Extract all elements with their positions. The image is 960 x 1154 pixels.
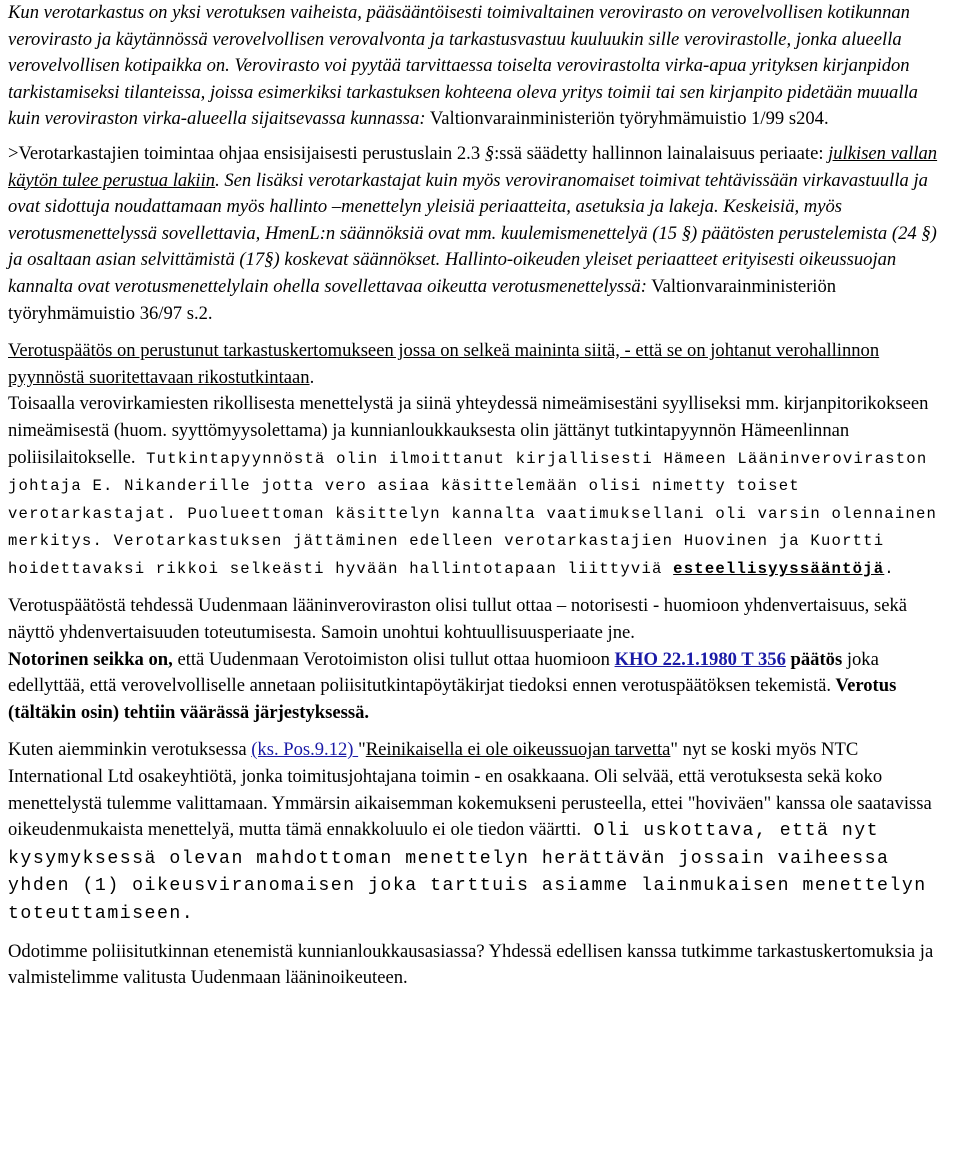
principles-quote: julkisen vallan käytön tulee perustua lakiin [8,142,938,191]
notorious-conclusion: Verotus (tältäkin osin) tehtiin väärässä järjestyksessä. [8,675,897,723]
section-sign: § [681,222,691,244]
section-sign: § [264,249,274,271]
paragraph-waiting [8,939,954,992]
paragraph-decision [8,338,954,582]
notorious-intro: Verotuspäätöstä tehdessä Uudenmaan lääninveroviraston olisi tullut ottaa – notorisesti - huomioon yhdenvertaisuus, sekä näyttö yhdenvertaisuuden toteutumisesta. Samoin unohtui kohtuullisuusperiaate jne. [8,595,908,644]
section-sign: § [484,142,495,164]
principles-body: . Sen lisäksi verotarkastajat kuin myös veroviranomaiset toimivat tehtävissään virkavastuulla ja ovat sidottuja noudattamaan myös hallinto –menettelyn yleisiä periaatteita, asetuksia ja lakeja. Keskeisiä, myös verotusmenettelyssä sovellettavia, HmenL:n säännöksiä ovat mm. kuulemismenettelyä (15 [8,169,928,244]
decision-dot: . [309,366,315,388]
decision-text: Toisaalla verovirkamiesten rikollisesta menettelystä ja siinä yhteydessä nimeämisestäni syylliseksi mm. kirjanpitorikokseen nimeämisestä (huom. syyttömyysolettama) ja kunnianloukkauksesta olin jättänyt tutkintapyynnön Hämeenlinnan poliisilaitokselle. [8,393,929,468]
principles-body-3: ) ja osaltaan asian selvittämistä (17 [8,222,937,271]
principles-mid: :ssä säädetty hallinnon lainalaisuus periaate: [494,142,829,164]
decision-mono-end: . [884,559,895,578]
earlier-quote: Reinikaisella ei ole oikeussuojan tarvetta [365,739,671,761]
kho-decision-link[interactable]: KHO 22.1.1980 T 356 [614,648,786,670]
paragraph-jurisdiction [8,0,954,133]
jurisdiction-text: Kun verotarkastus on yksi verotuksen vaiheista, pääsääntöisesti toimivaltainen verovirasto on verovelvollisen kotikunnan verovirasto ja käytännössä verovelvollisen verovalvonta ja tarkastusvastuu kuuluukin sille verovirastolle, jonka alueella verovelvollisen kotipaikka on. Verovirasto voi pyytää tarvittaessa toiselta verovirastolta virka-apua yrityksen kirjanpidon tarkistamiseksi tilanteissa, joissa esimerkiksi tarkastuksen kohteena oleva yritys toimii tai sen kirjanpito pidetään muualla kuin veroviraston virka-alueella sijaitsevassa kunnassa: [8,2,918,130]
paragraph-earlier-taxation [8,737,954,927]
notorious-lead: Notorinen seikka on, [8,648,173,670]
notorious-after: joka edellyttää, että verovelvolliselle annetaan poliisitutkintapöytäkirjat tiedoksi ennen verotuspäätöksen tekemistä. [8,648,879,697]
notorious-mid: että Uudenmaan Verotoimiston olisi tullut ottaa huomioon [172,648,615,670]
jurisdiction-source: Valtionvarainministeriön työryhmämuistio 1/99 s204. [425,108,829,130]
pos-reference-link[interactable]: (ks. Pos.9.12) [251,739,359,761]
earlier-quote-open: " [358,739,366,761]
esteellisyys-term: esteellisyyssääntöjä [673,559,885,578]
principles-intro: >Verotarkastajien toimintaa ohjaa ensisijaisesti perustuslain 2.3 [8,142,485,164]
earlier-intro: Kuten aiemminkin verotuksessa [8,739,252,761]
paragraph-legal-principles [8,141,954,327]
waiting-text: Odotimme poliisitutkinnan etenemistä kunnianloukkausasiassa? Yhdessä edellisen kanssa tutkimme tarkastuskertomuksia ja valmistelimme valitusta Uudenmaan lääninoikeuteen. [8,940,934,989]
principles-body-2: ) päätösten perustelemista (24 [690,222,922,244]
earlier-mono: Oli uskottava, että nyt kysymyksessä olevan mahdottoman menettelyn herättävän jossain vaiheessa yhden (1) oikeusviranomaisen joka tarttuis asiamme lainmukaisen menettelyn toteuttamiseen. [8,821,927,924]
principles-body-4: ) koskevat säännökset. Hallinto-oikeuden yleiset periaatteet erityisesti oikeussuojan kannalta ovat verotusmenettelylain ohella sovellettavaa oikeutta verotusmenettelyssä: [8,249,897,297]
decision-underlined: Verotuspäätös on perustunut tarkastuskertomukseen jossa on selkeä maininta siitä, - että se on johtanut verohallinnon pyynnöstä suoritettavaan rikostutkintaan [8,340,880,388]
decision-mono-text: Tutkintapyynnöstä olin ilmoittanut kirjallisesti Hämeen Lääninveroviraston johtaja E. Nikanderille jotta vero asiaa käsittelemään olisi nimetty toiset verotarkastajat. Puolueettoman käsittelyn kannalta vaatimuksellani oli varsin olennainen merkitys. Verotarkastuksen jättäminen edelleen verotarkastajien Huovinen ja Kuortti hoidettavaksi rikkoi selkeästi hyvään hallintotapaan liittyviä [8,449,938,578]
paragraph-notorious [8,593,954,726]
notorious-paatos: päätös [785,648,843,670]
earlier-body: " nyt se koski myös NTC International Ltd osakeyhtiötä, jonka toimitusjohtajana toimin - en osakkaana. Oli selvää, että verotuksesta sekä koko menettelystä tulemme valittamaan. Ymmärsin aikaisemman kokemukseni perusteella, ettei "hoviväen" kanssa ole saatavissa oikeudenmukaista menettelyä, mutta tämä ennakkoluulo ei ole tiedon väärtti. [8,739,932,841]
principles-source: Valtionvarainministeriön työryhmämuistio 36/97 s.2. [8,275,837,324]
section-sign: § [921,222,931,244]
